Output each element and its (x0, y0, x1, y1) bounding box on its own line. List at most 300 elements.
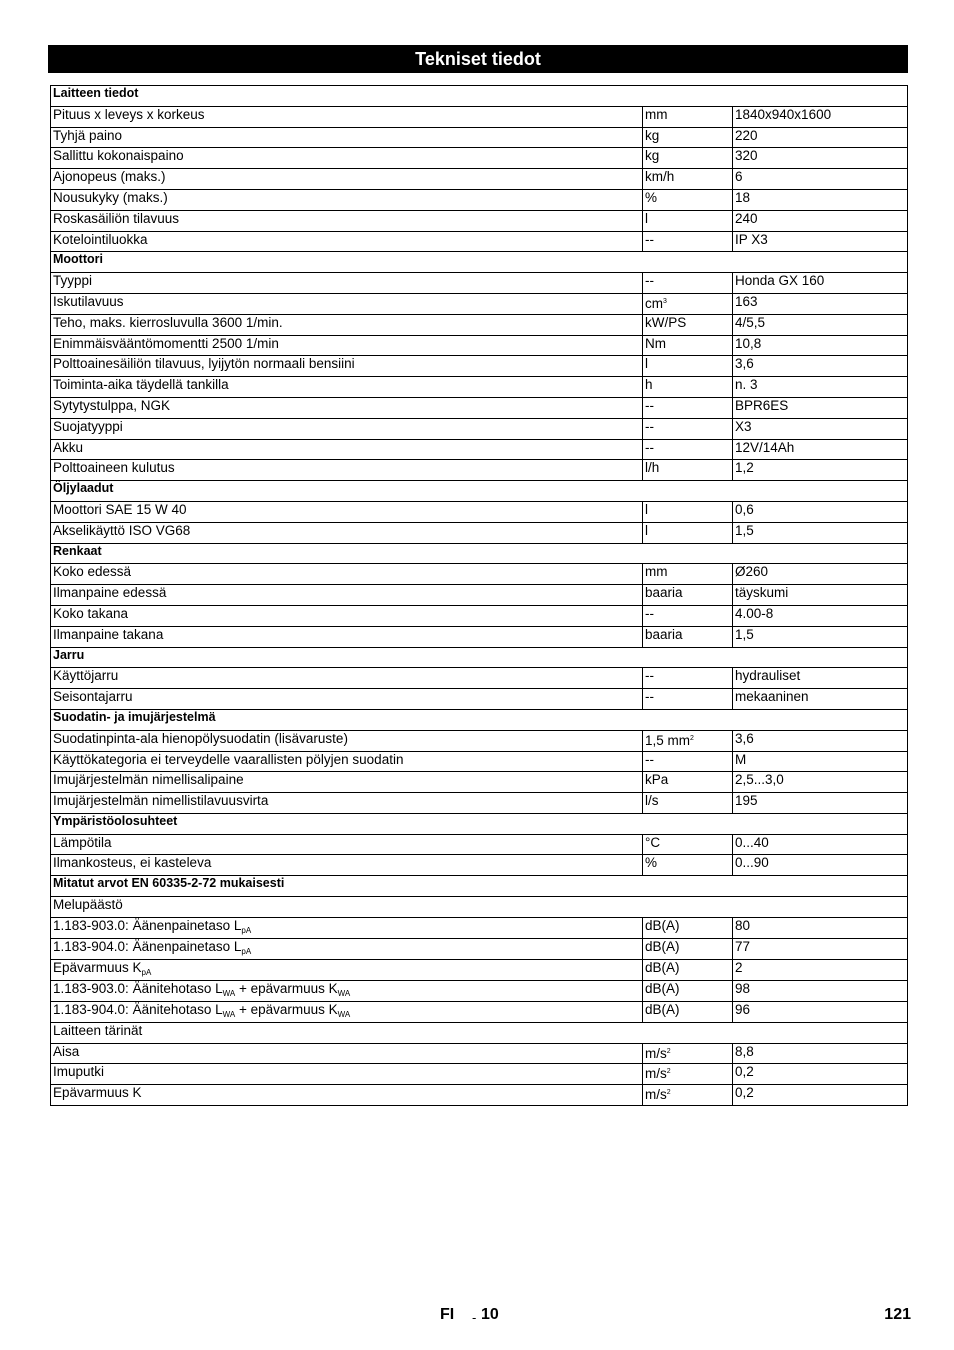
spec-unit-cell (643, 917, 733, 938)
table-row (51, 1085, 908, 1106)
spec-value: 195 (735, 793, 758, 809)
table-row (51, 439, 908, 460)
spec-unit: -- (645, 668, 654, 684)
section-header-row (51, 813, 908, 834)
spec-label: Polttoaineen kulutus (53, 460, 175, 476)
table-row (51, 314, 908, 335)
spec-value-cell (733, 273, 908, 294)
spec-value-cell (733, 1043, 908, 1064)
spec-label: Seisontajarru (53, 689, 133, 705)
spec-value-cell (733, 564, 908, 585)
spec-label: Akselikäyttö ISO VG68 (53, 522, 191, 538)
section-heading: Moottori (51, 252, 908, 273)
spec-value-cell (733, 356, 908, 377)
spec-unit-cell (643, 730, 733, 751)
spec-value: mekaaninen (735, 689, 809, 705)
spec-label: 1.183-904.0: Äänenpainetaso L (53, 938, 242, 954)
spec-unit-cell (643, 1085, 733, 1106)
spec-label: 1.183-903.0: Äänenpainetaso L (53, 917, 242, 933)
spec-label: Pituus x leveys x korkeus (53, 106, 205, 122)
spec-value: 96 (735, 1001, 751, 1017)
spec-label-subscript: pA (241, 946, 252, 956)
table-row (51, 1043, 908, 1064)
spec-value: 0...90 (735, 855, 769, 871)
spec-label: Melupäästö (53, 897, 123, 913)
spec-label: Koko takana (53, 605, 129, 621)
section-header-row (51, 481, 908, 502)
spec-label-cell (51, 189, 643, 210)
table-row (51, 730, 908, 751)
spec-unit: m/s (645, 1066, 667, 1082)
spec-label-continuation: + epävarmuus K (235, 1001, 338, 1017)
spec-label: Laitteen tärinät (53, 1022, 143, 1038)
table-row (51, 127, 908, 148)
spec-label-cell (51, 293, 643, 314)
spec-value-cell (733, 585, 908, 606)
spec-value-cell (733, 1064, 908, 1085)
spec-value: 0,6 (735, 501, 754, 517)
spec-unit: kg (645, 127, 660, 143)
spec-label-cell (51, 668, 643, 689)
spec-label: Käyttöjarru (53, 668, 119, 684)
spec-unit-cell (643, 522, 733, 543)
footer-section-page: 10 (481, 1306, 499, 1323)
spec-label: Teho, maks. kierrosluvulla 3600 1/min. (53, 314, 283, 330)
spec-value-cell (733, 293, 908, 314)
footer-page-number: 121 (884, 1306, 911, 1323)
spec-label: Imujärjestelmän nimellistilavuusvirta (53, 793, 269, 809)
spec-unit: l (645, 356, 648, 372)
spec-value: 0...40 (735, 834, 769, 850)
table-row (51, 980, 908, 1001)
spec-unit: h (645, 377, 653, 393)
spec-label: Nousukyky (maks.) (53, 189, 168, 205)
spec-unit-superscript: 2 (666, 1068, 671, 1076)
spec-unit-cell (643, 959, 733, 980)
spec-label-subscript: WA (337, 988, 351, 998)
spec-unit-cell (643, 210, 733, 231)
table-row (51, 689, 908, 710)
spec-unit: -- (645, 273, 654, 289)
spec-label-cell (51, 273, 643, 294)
spec-label-cell (51, 377, 643, 398)
spec-label-cell (51, 626, 643, 647)
spec-label-cell (51, 1022, 908, 1043)
table-row (51, 626, 908, 647)
spec-unit: % (645, 855, 658, 871)
spec-table (50, 85, 908, 1106)
table-row (51, 1064, 908, 1085)
spec-unit: mm (645, 106, 668, 122)
spec-unit: -- (645, 605, 654, 621)
spec-label-cell (51, 1064, 643, 1085)
spec-label: Toiminta-aika täydellä tankilla (53, 377, 229, 393)
spec-unit-cell (643, 585, 733, 606)
spec-label-cell (51, 169, 643, 190)
spec-value-cell (733, 460, 908, 481)
spec-unit-cell (643, 169, 733, 190)
spec-label-cell (51, 460, 643, 481)
table-row (51, 106, 908, 127)
spec-unit: °C (645, 834, 661, 850)
spec-unit: dB(A) (645, 980, 680, 996)
spec-label-cell (51, 127, 643, 148)
spec-label: Epävarmuus K (53, 959, 142, 975)
table-row (51, 148, 908, 169)
spec-label-cell (51, 730, 643, 751)
spec-unit-cell (643, 793, 733, 814)
spec-unit: l (645, 210, 648, 226)
spec-unit-cell (643, 106, 733, 127)
spec-table-body (51, 86, 908, 1106)
spec-label: Käyttökategoria ei terveydelle vaarallisten pölyjen suodatin (53, 751, 404, 767)
spec-value-cell (733, 314, 908, 335)
spec-value: 163 (735, 293, 758, 309)
spec-label: Ajonopeus (maks.) (53, 169, 166, 185)
spec-value-cell (733, 855, 908, 876)
spec-label-cell (51, 959, 643, 980)
spec-value: 98 (735, 980, 751, 996)
section-header-row (51, 252, 908, 273)
spec-unit-cell (643, 834, 733, 855)
table-row (51, 938, 908, 959)
table-row (51, 189, 908, 210)
spec-unit-cell (643, 1001, 733, 1022)
spec-value-cell (733, 1001, 908, 1022)
spec-label-cell (51, 564, 643, 585)
spec-label: Suojatyyppi (53, 418, 123, 434)
spec-value: 0,2 (735, 1085, 754, 1101)
spec-value-cell (733, 668, 908, 689)
spec-value-cell (733, 377, 908, 398)
spec-value: 1,2 (735, 460, 754, 476)
spec-unit: baaria (645, 585, 683, 601)
spec-unit: -- (645, 439, 654, 455)
spec-unit-cell (643, 689, 733, 710)
spec-label-cell (51, 439, 643, 460)
spec-unit-cell (643, 293, 733, 314)
spec-label-cell (51, 231, 643, 252)
section-heading: Mitatut arvot EN 60335-2-72 mukaisesti (51, 876, 908, 897)
spec-label-cell (51, 793, 643, 814)
spec-value: 3,6 (735, 356, 754, 372)
spec-unit-cell (643, 273, 733, 294)
spec-value: 320 (735, 148, 758, 164)
spec-label-cell (51, 501, 643, 522)
spec-value-cell (733, 751, 908, 772)
spec-label-cell (51, 1043, 643, 1064)
spec-label: Akku (53, 439, 84, 455)
spec-label-cell (51, 772, 643, 793)
spec-unit: kPa (645, 772, 669, 788)
spec-label-continuation: + epävarmuus K (235, 980, 338, 996)
table-row (51, 1001, 908, 1022)
spec-value-cell (733, 834, 908, 855)
spec-unit-cell (643, 148, 733, 169)
spec-value-cell (733, 772, 908, 793)
section-header-row (51, 86, 908, 107)
spec-label-cell (51, 689, 643, 710)
spec-unit-cell (643, 626, 733, 647)
spec-label-cell (51, 897, 908, 918)
spec-label-subscript: pA (141, 967, 152, 977)
spec-label-subscript: WA (222, 988, 236, 998)
spec-label: Aisa (53, 1043, 80, 1059)
spec-unit: l/s (645, 793, 659, 809)
spec-value-cell (733, 397, 908, 418)
spec-unit: -- (645, 231, 654, 247)
table-row (51, 522, 908, 543)
spec-value: 80 (735, 917, 751, 933)
spec-value: Honda GX 160 (735, 273, 825, 289)
section-header-row (51, 876, 908, 897)
page-title: Tekniset tiedot (48, 45, 908, 73)
table-row (51, 501, 908, 522)
spec-value-cell (733, 626, 908, 647)
spec-label-cell (51, 314, 643, 335)
spec-unit-cell (643, 418, 733, 439)
spec-unit: dB(A) (645, 959, 680, 975)
spec-value-cell (733, 335, 908, 356)
spec-unit: 1,5 mm (645, 732, 691, 748)
spec-label: Lämpötila (53, 834, 112, 850)
spec-unit: l (645, 501, 648, 517)
spec-label-cell (51, 938, 643, 959)
spec-value: X3 (735, 418, 752, 434)
spec-value: 4.00-8 (735, 605, 774, 621)
spec-unit-cell (643, 605, 733, 626)
spec-unit: m/s (645, 1045, 667, 1061)
spec-label: Ilmanpaine edessä (53, 585, 167, 601)
spec-value-cell (733, 522, 908, 543)
table-row (51, 231, 908, 252)
spec-unit: mm (645, 564, 668, 580)
spec-label-cell (51, 397, 643, 418)
spec-value: BPR6ES (735, 397, 789, 413)
spec-label: 1.183-904.0: Äänitehotaso L (53, 1001, 223, 1017)
table-row (51, 751, 908, 772)
table-row (51, 1022, 908, 1043)
spec-label-cell (51, 605, 643, 626)
spec-value: IP X3 (735, 231, 768, 247)
spec-value: 6 (735, 169, 743, 185)
spec-unit: l/h (645, 460, 660, 476)
section-header-row (51, 543, 908, 564)
spec-unit: km/h (645, 169, 675, 185)
table-row (51, 772, 908, 793)
spec-value-cell (733, 210, 908, 231)
table-row (51, 356, 908, 377)
spec-label-cell (51, 980, 643, 1001)
spec-unit-cell (643, 460, 733, 481)
spec-label: Ilmanpaine takana (53, 626, 164, 642)
footer-dash: - (472, 1310, 477, 1325)
spec-unit-cell (643, 938, 733, 959)
spec-label: Imujärjestelmän nimellisalipaine (53, 772, 244, 788)
spec-unit-superscript: 2 (666, 1047, 671, 1055)
spec-label: Ilmankosteus, ei kasteleva (53, 855, 212, 871)
spec-value-cell (733, 793, 908, 814)
section-heading: Suodatin- ja imujärjestelmä (51, 709, 908, 730)
table-row (51, 210, 908, 231)
table-row (51, 605, 908, 626)
spec-label: Suodatinpinta-ala hienopölysuodatin (lisävaruste) (53, 730, 348, 746)
spec-label-subscript: WA (222, 1009, 236, 1019)
spec-value-cell (733, 189, 908, 210)
spec-unit: % (645, 189, 658, 205)
section-heading: Ympäristöolosuhteet (51, 813, 908, 834)
spec-label: Roskasäiliön tilavuus (53, 210, 180, 226)
spec-value: täyskumi (735, 585, 789, 601)
spec-unit-superscript: 2 (666, 1089, 671, 1097)
table-row (51, 169, 908, 190)
spec-value: 1,5 (735, 626, 754, 642)
table-row (51, 293, 908, 314)
spec-unit: m/s (645, 1087, 667, 1103)
table-row (51, 460, 908, 481)
spec-label: Polttoainesäiliön tilavuus, lyijytön normaali bensiini (53, 356, 355, 372)
spec-unit-cell (643, 377, 733, 398)
table-row (51, 793, 908, 814)
spec-value: 0,2 (735, 1064, 754, 1080)
spec-label: Epävarmuus K (53, 1085, 142, 1101)
spec-value: 77 (735, 938, 751, 954)
spec-value-cell (733, 106, 908, 127)
spec-value: 240 (735, 210, 758, 226)
spec-value-cell (733, 231, 908, 252)
spec-unit-cell (643, 356, 733, 377)
spec-unit-cell (643, 772, 733, 793)
spec-unit-cell (643, 439, 733, 460)
spec-value: 220 (735, 127, 758, 143)
spec-unit: Nm (645, 335, 666, 351)
spec-label: Kotelointiluokka (53, 231, 148, 247)
spec-unit: baaria (645, 626, 683, 642)
table-row (51, 397, 908, 418)
spec-value: 1,5 (735, 522, 754, 538)
spec-unit-cell (643, 668, 733, 689)
footer-language: FI (440, 1306, 455, 1323)
spec-unit-cell (643, 231, 733, 252)
spec-label-cell (51, 106, 643, 127)
spec-unit: -- (645, 397, 654, 413)
spec-unit: -- (645, 751, 654, 767)
spec-label-subscript: pA (241, 925, 252, 935)
table-row (51, 335, 908, 356)
spec-value-cell (733, 418, 908, 439)
spec-unit-cell (643, 1064, 733, 1085)
spec-value-cell (733, 169, 908, 190)
spec-value: 8,8 (735, 1043, 754, 1059)
spec-value-cell (733, 730, 908, 751)
spec-unit-cell (643, 855, 733, 876)
spec-value-cell (733, 959, 908, 980)
spec-value: 18 (735, 189, 751, 205)
spec-label: Imuputki (53, 1064, 105, 1080)
spec-value-cell (733, 501, 908, 522)
table-row (51, 917, 908, 938)
spec-label: Sytytystulppa, NGK (53, 397, 171, 413)
spec-label: Moottori SAE 15 W 40 (53, 501, 187, 517)
spec-label-cell (51, 210, 643, 231)
spec-label: Enimmäisvääntömomentti 2500 1/min (53, 335, 279, 351)
table-row (51, 418, 908, 439)
table-row (51, 585, 908, 606)
spec-value: 4/5,5 (735, 314, 766, 330)
spec-unit: cm (645, 295, 663, 311)
spec-value-cell (733, 1085, 908, 1106)
spec-unit-cell (643, 127, 733, 148)
spec-label: Sallittu kokonaispaino (53, 148, 184, 164)
spec-value: 2,5...3,0 (735, 772, 784, 788)
spec-unit: dB(A) (645, 1001, 680, 1017)
spec-label-cell (51, 522, 643, 543)
spec-unit-cell (643, 501, 733, 522)
spec-unit-cell (643, 1043, 733, 1064)
spec-value: hydrauliset (735, 668, 801, 684)
spec-value: n. 3 (735, 377, 758, 393)
spec-value-cell (733, 127, 908, 148)
spec-value-cell (733, 148, 908, 169)
section-heading: Öljylaadut (51, 481, 908, 502)
spec-label-cell (51, 148, 643, 169)
spec-unit-superscript: 2 (690, 734, 694, 742)
spec-label-cell (51, 1001, 643, 1022)
spec-unit: -- (645, 418, 654, 434)
section-heading: Renkaat (51, 543, 908, 564)
spec-label-cell (51, 855, 643, 876)
section-header-row (51, 647, 908, 668)
spec-unit-cell (643, 980, 733, 1001)
spec-label-cell (51, 834, 643, 855)
spec-unit: kg (645, 148, 660, 164)
spec-label: Tyhjä paino (53, 127, 123, 143)
section-heading: Jarru (51, 647, 908, 668)
spec-label-cell (51, 751, 643, 772)
spec-label-cell (51, 418, 643, 439)
spec-label-cell (51, 335, 643, 356)
spec-unit: dB(A) (645, 938, 680, 954)
spec-label-cell (51, 1085, 643, 1106)
spec-unit-cell (643, 751, 733, 772)
spec-value: M (735, 751, 747, 767)
spec-label: 1.183-903.0: Äänitehotaso L (53, 980, 223, 996)
spec-value-cell (733, 980, 908, 1001)
spec-label: Tyyppi (53, 273, 93, 289)
spec-label: Iskutilavuus (53, 293, 124, 309)
spec-value-cell (733, 917, 908, 938)
table-row (51, 897, 908, 918)
spec-value-cell (733, 938, 908, 959)
spec-unit: -- (645, 689, 654, 705)
table-row (51, 834, 908, 855)
spec-value: 3,6 (735, 730, 754, 746)
table-row (51, 959, 908, 980)
spec-unit-cell (643, 335, 733, 356)
spec-value-cell (733, 605, 908, 626)
spec-value: 2 (735, 959, 743, 975)
spec-value: 12V/14Ah (735, 439, 795, 455)
table-row (51, 855, 908, 876)
spec-unit-cell (643, 564, 733, 585)
spec-value: 1840x940x1600 (735, 106, 832, 122)
spec-unit: dB(A) (645, 917, 680, 933)
spec-label-cell (51, 585, 643, 606)
table-row (51, 668, 908, 689)
spec-unit-cell (643, 397, 733, 418)
spec-unit: kW/PS (645, 314, 687, 330)
table-row (51, 564, 908, 585)
